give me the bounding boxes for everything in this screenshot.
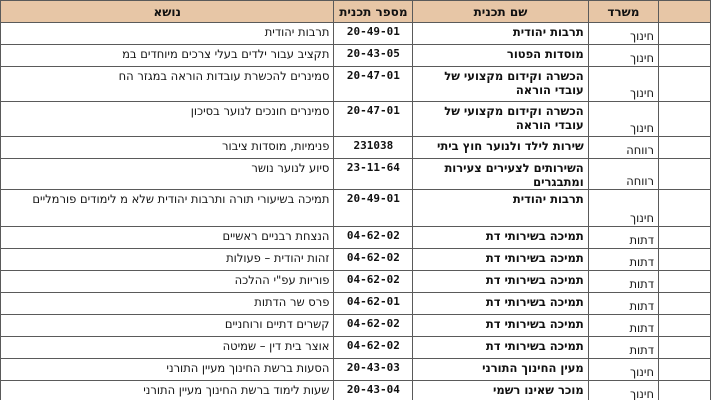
cell-program-name: הכשרה וקידום מקצועי של עובדי הוראה bbox=[413, 102, 588, 137]
table-row bbox=[1, 271, 711, 293]
cell-subject: קשרים דתיים ורוחניים bbox=[1, 315, 334, 337]
row-empty-cell bbox=[658, 293, 710, 315]
table-row bbox=[1, 227, 711, 249]
cell-ministry: חינוך bbox=[588, 45, 658, 67]
row-empty-cell bbox=[658, 23, 710, 45]
cell-program-name: הכשרה וקידום מקצועי של עובדי הוראה bbox=[413, 67, 588, 102]
table-row bbox=[1, 249, 711, 271]
cell-ministry: חינוך bbox=[588, 381, 658, 400]
row-empty-cell bbox=[658, 159, 710, 190]
cell-program-number: 04-62-02 bbox=[334, 227, 413, 249]
row-empty-cell bbox=[658, 190, 710, 227]
cell-program-number: 20-49-01 bbox=[334, 190, 413, 227]
cell-program-name: תמיכה בשירותי דת bbox=[413, 271, 588, 293]
row-empty-cell bbox=[658, 337, 710, 359]
table-header-row bbox=[1, 1, 711, 23]
header-program-number: מספר תכנית bbox=[334, 1, 413, 23]
header-ministry: משרד bbox=[588, 1, 658, 23]
cell-subject: סמינרים חונכים לנוער בסיכון bbox=[1, 102, 334, 137]
cell-subject: תרבות יהודית bbox=[1, 23, 334, 45]
row-empty-cell bbox=[658, 67, 710, 102]
cell-program-name: מוסדות הפטור bbox=[413, 45, 588, 67]
row-empty-cell bbox=[658, 227, 710, 249]
cell-program-number: 20-49-01 bbox=[334, 23, 413, 45]
cell-program-name: מוכר שאינו רשמי bbox=[413, 381, 588, 400]
row-empty-cell bbox=[658, 271, 710, 293]
cell-program-number: 20-47-01 bbox=[334, 102, 413, 137]
cell-program-number: 20-47-01 bbox=[334, 67, 413, 102]
cell-program-name: תרבות יהודית bbox=[413, 190, 588, 227]
cell-subject: שעות לימוד ברשת החינוך מעיין התורני bbox=[1, 381, 334, 400]
cell-ministry: דתות bbox=[588, 249, 658, 271]
cell-subject: הסעות ברשת החינוך מעיין התורני bbox=[1, 359, 334, 381]
cell-program-name: שירות לילד ולנוער חוץ ביתי bbox=[413, 137, 588, 159]
row-empty-cell bbox=[658, 315, 710, 337]
cell-subject: פנימיות, מוסדות ציבור bbox=[1, 137, 334, 159]
table-row bbox=[1, 102, 711, 137]
table-row bbox=[1, 381, 711, 400]
row-empty-cell bbox=[658, 137, 710, 159]
cell-program-number: 04-62-01 bbox=[334, 293, 413, 315]
cell-program-name: מעין החינוך התורני bbox=[413, 359, 588, 381]
header-empty-cell bbox=[658, 1, 710, 23]
cell-subject: סמינרים להכשרת עובדות הוראה במגזר הח bbox=[1, 67, 334, 102]
cell-program-name: תמיכה בשירותי דת bbox=[413, 315, 588, 337]
cell-ministry: חינוך bbox=[588, 67, 658, 102]
cell-subject: פוריות עפ"י ההלכה bbox=[1, 271, 334, 293]
table-row bbox=[1, 67, 711, 102]
row-empty-cell bbox=[658, 381, 710, 400]
cell-program-name: תרבות יהודית bbox=[413, 23, 588, 45]
table-row bbox=[1, 315, 711, 337]
cell-program-name: תמיכה בשירותי דת bbox=[413, 227, 588, 249]
cell-subject: תקציב עבור ילדים בעלי צרכים מיוחדים במ bbox=[1, 45, 334, 67]
cell-subject: אוצר בית דין – שמיטה bbox=[1, 337, 334, 359]
table-row bbox=[1, 159, 711, 190]
row-empty-cell bbox=[658, 359, 710, 381]
table-row bbox=[1, 359, 711, 381]
cell-subject: תמיכה בשיעורי תורה ותרבות יהודית שלא מ לימודים פורמליים bbox=[1, 190, 334, 227]
cell-subject: פרס שר הדתות bbox=[1, 293, 334, 315]
table-row bbox=[1, 190, 711, 227]
cell-subject: הנצחת רבניים ראשיים bbox=[1, 227, 334, 249]
cell-subject: סיוע לנוער נושר bbox=[1, 159, 334, 190]
cell-program-name: תמיכה בשירותי דת bbox=[413, 249, 588, 271]
cell-ministry: דתות bbox=[588, 337, 658, 359]
cell-ministry: חינוך bbox=[588, 190, 658, 227]
cell-ministry: חינוך bbox=[588, 23, 658, 45]
table-row bbox=[1, 45, 711, 67]
cell-program-number: 231038 bbox=[334, 137, 413, 159]
cell-program-number: 20-43-05 bbox=[334, 45, 413, 67]
cell-subject: זהות יהודית – פעולות bbox=[1, 249, 334, 271]
cell-ministry: רווחה bbox=[588, 137, 658, 159]
cell-program-number: 20-43-04 bbox=[334, 381, 413, 400]
cell-program-number: 04-62-02 bbox=[334, 337, 413, 359]
cell-program-number: 20-43-03 bbox=[334, 359, 413, 381]
cell-program-number: 04-62-02 bbox=[334, 315, 413, 337]
cell-program-name: השירותים לצעירים צעירות ומתבגרים bbox=[413, 159, 588, 190]
cell-program-number: 04-62-02 bbox=[334, 249, 413, 271]
cell-program-number: 04-62-02 bbox=[334, 271, 413, 293]
cell-program-number: 23-11-64 bbox=[334, 159, 413, 190]
cell-ministry: דתות bbox=[588, 293, 658, 315]
cell-ministry: חינוך bbox=[588, 359, 658, 381]
cell-ministry: דתות bbox=[588, 227, 658, 249]
table-row bbox=[1, 293, 711, 315]
header-subject: נושא bbox=[1, 1, 334, 23]
cell-ministry: חינוך bbox=[588, 102, 658, 137]
cell-ministry: דתות bbox=[588, 271, 658, 293]
table-row bbox=[1, 137, 711, 159]
cell-program-name: תמיכה בשירותי דת bbox=[413, 337, 588, 359]
table-row bbox=[1, 23, 711, 45]
table-row bbox=[1, 337, 711, 359]
row-empty-cell bbox=[658, 102, 710, 137]
row-empty-cell bbox=[658, 45, 710, 67]
cell-program-name: תמיכה בשירותי דת bbox=[413, 293, 588, 315]
cell-ministry: דתות bbox=[588, 315, 658, 337]
cell-ministry: רווחה bbox=[588, 159, 658, 190]
row-empty-cell bbox=[658, 249, 710, 271]
header-program-name: שם תכנית bbox=[413, 1, 588, 23]
